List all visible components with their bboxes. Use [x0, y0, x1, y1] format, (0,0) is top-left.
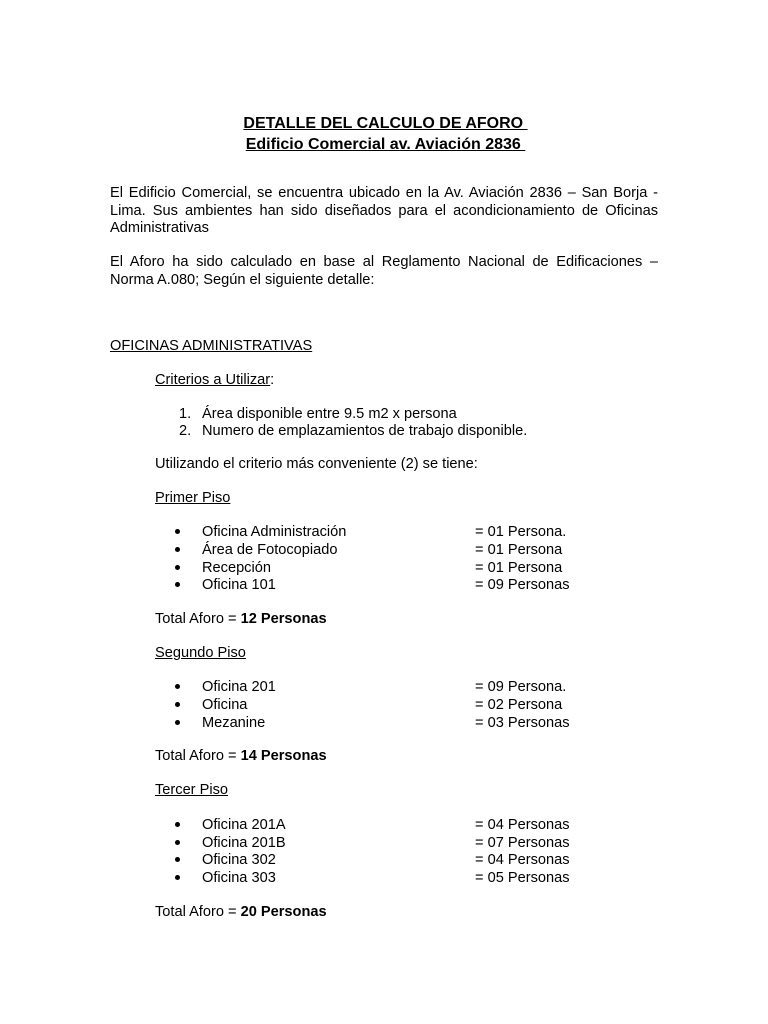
list-item-value: = 02 Persona [475, 697, 563, 713]
document-title: DETALLE DEL CALCULO DE AFORO [243, 115, 528, 132]
total-aforo-segundo-piso [155, 747, 327, 765]
list-item-label: Oficina 201B [202, 835, 286, 851]
list-item-value: = 04 Personas [475, 852, 570, 868]
list-item-value: = 04 Personas [475, 817, 570, 833]
total-value: 20 Personas [240, 904, 327, 920]
total-value: 14 Personas [240, 748, 327, 764]
intro-paragraph-1: El Edificio Comercial, se encuentra ubicado en la Av. Aviación 2836 – San Borja - Lima. Sus ambientes han sido diseñados para el acondicionamiento de Oficinas Administrativas [110, 185, 658, 236]
list-item-value: = 07 Personas [475, 835, 570, 851]
list-item-value: = 09 Persona. [475, 679, 567, 695]
list-item-value: = 01 Persona. [475, 524, 567, 540]
list-item-value: = 03 Personas [475, 715, 570, 731]
list-item-label: Oficina 201 [202, 679, 276, 695]
list-item-value: = 01 Persona [475, 542, 563, 558]
list-item-value: = 05 Personas [475, 870, 570, 886]
criteria-heading [155, 371, 274, 389]
list-item-label: Oficina [202, 697, 248, 713]
criteria-number: 2. [179, 423, 192, 439]
list-item-label: Oficina 201A [202, 817, 286, 833]
section-heading: OFICINAS ADMINISTRATIVAS [110, 338, 313, 354]
criteria-item: Área disponible entre 9.5 m2 x persona [202, 406, 457, 422]
total-prefix: Total Aforo = [155, 611, 241, 627]
list-item-label: Mezanine [202, 715, 266, 731]
floor-heading-primer-piso: Primer Piso [155, 490, 231, 506]
total-prefix: Total Aforo = [155, 904, 241, 920]
intro-paragraph-2: El Aforo ha sido calculado en base al Reglamento Nacional de Edificaciones – Norma A.080; Según el siguiente detalle: [110, 254, 658, 288]
criteria-item: Numero de emplazamientos de trabajo disponible. [202, 423, 528, 439]
list-item-label: Oficina 303 [202, 870, 276, 886]
document-subtitle: Edificio Comercial av. Aviación 2836 [245, 136, 526, 153]
list-item-label: Oficina 302 [202, 852, 276, 868]
total-aforo-tercer-piso [155, 903, 327, 921]
total-prefix: Total Aforo = [155, 748, 241, 764]
floor-heading-tercer-piso: Tercer Piso [155, 782, 228, 798]
list-item-label: Recepción [202, 560, 271, 576]
list-item-label: Oficina Administración [202, 524, 347, 540]
criteria-number: 1. [179, 406, 192, 422]
list-item-label: Oficina 101 [202, 577, 276, 593]
criterion-note: Utilizando el criterio más conveniente (2) se tiene: [155, 456, 478, 472]
list-item-label: Área de Fotocopiado [202, 542, 338, 558]
list-item-value: = 01 Persona [475, 560, 563, 576]
total-aforo-primer-piso [155, 610, 327, 628]
criteria-label: Criterios a Utilizar [155, 372, 271, 388]
total-value: 12 Personas [240, 611, 327, 627]
floor-heading-segundo-piso: Segundo Piso [155, 645, 246, 661]
criteria-colon: : [270, 372, 275, 388]
list-item-value: = 09 Personas [475, 577, 570, 593]
